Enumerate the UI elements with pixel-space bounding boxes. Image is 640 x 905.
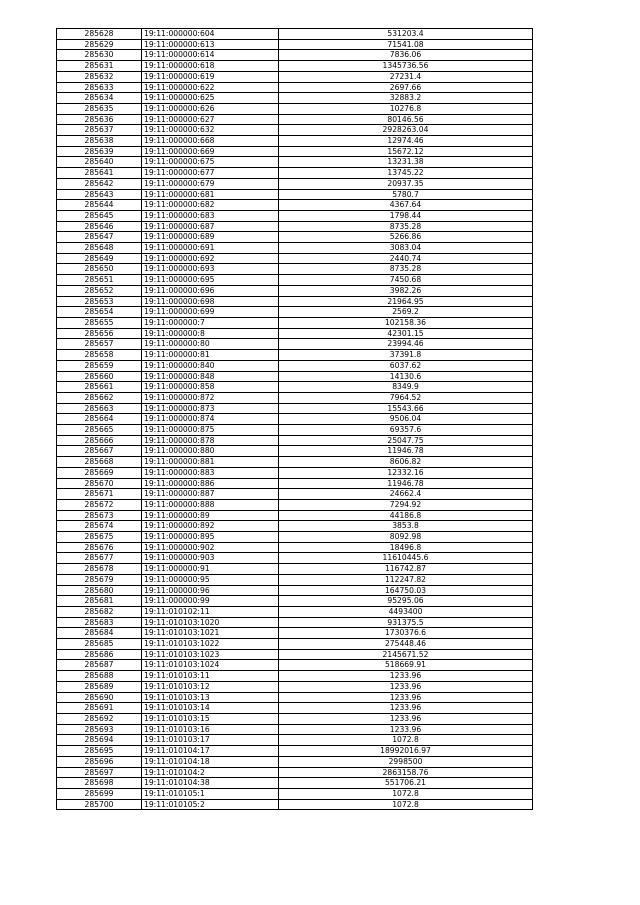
row-number-cell: 285679 xyxy=(57,574,142,585)
table-row xyxy=(57,339,533,350)
row-number-cell: 285682 xyxy=(57,606,142,617)
value-cell: 3982.26 xyxy=(279,285,533,296)
value-cell: 24662.4 xyxy=(279,489,533,500)
row-number-cell: 285647 xyxy=(57,232,142,243)
table-row xyxy=(57,382,533,393)
value-cell: 14130.6 xyxy=(279,371,533,382)
value-cell: 1072.8 xyxy=(279,788,533,799)
cadastral-number-cell: 19:11:000000:888 xyxy=(142,499,279,510)
value-cell: 71541.08 xyxy=(279,39,533,50)
value-cell: 8735.28 xyxy=(279,221,533,232)
value-cell: 112247.82 xyxy=(279,574,533,585)
value-cell: 1233.96 xyxy=(279,692,533,703)
table-row xyxy=(57,328,533,339)
row-number-cell: 285676 xyxy=(57,542,142,553)
row-number-cell: 285675 xyxy=(57,532,142,543)
row-number-cell: 285693 xyxy=(57,724,142,735)
table-row xyxy=(57,232,533,243)
table-row xyxy=(57,392,533,403)
value-cell: 1233.96 xyxy=(279,671,533,682)
row-number-cell: 285666 xyxy=(57,435,142,446)
cadastral-number-cell: 19:11:000000:7 xyxy=(142,317,279,328)
cadastral-number-cell: 19:11:000000:695 xyxy=(142,275,279,286)
table-body xyxy=(57,29,533,810)
row-number-cell: 285670 xyxy=(57,478,142,489)
row-number-cell: 285655 xyxy=(57,317,142,328)
table-row xyxy=(57,778,533,789)
value-cell: 25047.75 xyxy=(279,435,533,446)
table-row xyxy=(57,467,533,478)
table-row xyxy=(57,660,533,671)
table-row xyxy=(57,210,533,221)
row-number-cell: 285678 xyxy=(57,564,142,575)
cadastral-number-cell: 19:11:000000:626 xyxy=(142,103,279,114)
value-cell: 8092.98 xyxy=(279,532,533,543)
row-number-cell: 285662 xyxy=(57,392,142,403)
row-number-cell: 285700 xyxy=(57,799,142,810)
table-row xyxy=(57,221,533,232)
table-row xyxy=(57,61,533,72)
value-cell: 1233.96 xyxy=(279,714,533,725)
row-number-cell: 285667 xyxy=(57,446,142,457)
value-cell: 37391.8 xyxy=(279,350,533,361)
value-cell: 10276.8 xyxy=(279,103,533,114)
table-row xyxy=(57,103,533,114)
table-row xyxy=(57,157,533,168)
table-row xyxy=(57,360,533,371)
value-cell: 2145671.52 xyxy=(279,649,533,660)
row-number-cell: 285697 xyxy=(57,767,142,778)
row-number-cell: 285642 xyxy=(57,178,142,189)
cadastral-number-cell: 19:11:000000:881 xyxy=(142,457,279,468)
table-row xyxy=(57,307,533,318)
value-cell: 23994.46 xyxy=(279,339,533,350)
cadastral-number-cell: 19:11:000000:96 xyxy=(142,585,279,596)
value-cell: 11610445.6 xyxy=(279,553,533,564)
row-number-cell: 285643 xyxy=(57,189,142,200)
cadastral-number-cell: 19:11:000000:668 xyxy=(142,136,279,147)
cadastral-number-cell: 19:11:000000:840 xyxy=(142,360,279,371)
row-number-cell: 285634 xyxy=(57,93,142,104)
table-row xyxy=(57,521,533,532)
cadastral-number-cell: 19:11:010103:17 xyxy=(142,735,279,746)
row-number-cell: 285696 xyxy=(57,756,142,767)
row-number-cell: 285646 xyxy=(57,221,142,232)
value-cell: 4367.64 xyxy=(279,200,533,211)
row-number-cell: 285673 xyxy=(57,510,142,521)
table-row xyxy=(57,93,533,104)
table-row xyxy=(57,649,533,660)
cadastral-number-cell: 19:11:000000:903 xyxy=(142,553,279,564)
row-number-cell: 285648 xyxy=(57,243,142,254)
cadastral-number-cell: 19:11:000000:693 xyxy=(142,264,279,275)
table-row xyxy=(57,136,533,147)
table-row xyxy=(57,681,533,692)
table-row xyxy=(57,457,533,468)
data-table xyxy=(56,28,533,810)
value-cell: 2998500 xyxy=(279,756,533,767)
value-cell: 1233.96 xyxy=(279,724,533,735)
value-cell: 2697.66 xyxy=(279,82,533,93)
cadastral-number-cell: 19:11:010103:1023 xyxy=(142,649,279,660)
table-row xyxy=(57,724,533,735)
row-number-cell: 285691 xyxy=(57,703,142,714)
table-row xyxy=(57,350,533,361)
table-row xyxy=(57,746,533,757)
cadastral-number-cell: 19:11:000000:89 xyxy=(142,510,279,521)
value-cell: 1345736.56 xyxy=(279,61,533,72)
cadastral-number-cell: 19:11:010104:17 xyxy=(142,746,279,757)
table-row xyxy=(57,692,533,703)
cadastral-number-cell: 19:11:000000:80 xyxy=(142,339,279,350)
row-number-cell: 285684 xyxy=(57,628,142,639)
cadastral-number-cell: 19:11:010103:14 xyxy=(142,703,279,714)
row-number-cell: 285685 xyxy=(57,639,142,650)
table-row xyxy=(57,178,533,189)
table-row xyxy=(57,446,533,457)
cadastral-number-cell: 19:11:000000:618 xyxy=(142,61,279,72)
table-row xyxy=(57,489,533,500)
table-row xyxy=(57,553,533,564)
cadastral-number-cell: 19:11:000000:699 xyxy=(142,307,279,318)
row-number-cell: 285681 xyxy=(57,596,142,607)
row-number-cell: 285641 xyxy=(57,168,142,179)
row-number-cell: 285652 xyxy=(57,285,142,296)
value-cell: 95295.06 xyxy=(279,596,533,607)
document-page xyxy=(56,28,532,810)
table-row xyxy=(57,564,533,575)
table-row xyxy=(57,714,533,725)
cadastral-number-cell: 19:11:000000:8 xyxy=(142,328,279,339)
cadastral-number-cell: 19:11:000000:875 xyxy=(142,425,279,436)
cadastral-number-cell: 19:11:010103:15 xyxy=(142,714,279,725)
cadastral-number-cell: 19:11:000000:873 xyxy=(142,403,279,414)
row-number-cell: 285695 xyxy=(57,746,142,757)
value-cell: 2569.2 xyxy=(279,307,533,318)
row-number-cell: 285651 xyxy=(57,275,142,286)
value-cell: 32883.2 xyxy=(279,93,533,104)
table-row xyxy=(57,189,533,200)
table-row xyxy=(57,253,533,264)
table-row xyxy=(57,767,533,778)
table-row xyxy=(57,125,533,136)
cadastral-number-cell: 19:11:000000:874 xyxy=(142,414,279,425)
value-cell: 102158.36 xyxy=(279,317,533,328)
row-number-cell: 285644 xyxy=(57,200,142,211)
value-cell: 164750.03 xyxy=(279,585,533,596)
table-row xyxy=(57,478,533,489)
row-number-cell: 285688 xyxy=(57,671,142,682)
table-row xyxy=(57,403,533,414)
cadastral-number-cell: 19:11:000000:895 xyxy=(142,532,279,543)
row-number-cell: 285645 xyxy=(57,210,142,221)
row-number-cell: 285639 xyxy=(57,146,142,157)
cadastral-number-cell: 19:11:000000:604 xyxy=(142,29,279,40)
table-row xyxy=(57,574,533,585)
value-cell: 69357.6 xyxy=(279,425,533,436)
row-number-cell: 285669 xyxy=(57,467,142,478)
table-row xyxy=(57,264,533,275)
value-cell: 7964.52 xyxy=(279,392,533,403)
table-row xyxy=(57,317,533,328)
table-row xyxy=(57,29,533,40)
value-cell: 8349.9 xyxy=(279,382,533,393)
cadastral-number-cell: 19:11:000000:880 xyxy=(142,446,279,457)
cadastral-number-cell: 19:11:010105:2 xyxy=(142,799,279,810)
value-cell: 11946.78 xyxy=(279,478,533,489)
table-row xyxy=(57,542,533,553)
cadastral-number-cell: 19:11:000000:878 xyxy=(142,435,279,446)
cadastral-number-cell: 19:11:000000:627 xyxy=(142,114,279,125)
value-cell: 7294.92 xyxy=(279,499,533,510)
row-number-cell: 285629 xyxy=(57,39,142,50)
table-row xyxy=(57,628,533,639)
cadastral-number-cell: 19:11:000000:669 xyxy=(142,146,279,157)
table-row xyxy=(57,585,533,596)
cadastral-number-cell: 19:11:010103:16 xyxy=(142,724,279,735)
row-number-cell: 285653 xyxy=(57,296,142,307)
table-row xyxy=(57,168,533,179)
cadastral-number-cell: 19:11:000000:91 xyxy=(142,564,279,575)
row-number-cell: 285694 xyxy=(57,735,142,746)
value-cell: 5266.86 xyxy=(279,232,533,243)
value-cell: 518669.91 xyxy=(279,660,533,671)
table-row xyxy=(57,756,533,767)
cadastral-number-cell: 19:11:000000:632 xyxy=(142,125,279,136)
table-row xyxy=(57,146,533,157)
row-number-cell: 285657 xyxy=(57,339,142,350)
table-row xyxy=(57,606,533,617)
cadastral-number-cell: 19:11:010105:1 xyxy=(142,788,279,799)
row-number-cell: 285658 xyxy=(57,350,142,361)
cadastral-number-cell: 19:11:000000:681 xyxy=(142,189,279,200)
cadastral-number-cell: 19:11:000000:614 xyxy=(142,50,279,61)
cadastral-number-cell: 19:11:010103:13 xyxy=(142,692,279,703)
value-cell: 531203.4 xyxy=(279,29,533,40)
table-row xyxy=(57,414,533,425)
cadastral-number-cell: 19:11:000000:613 xyxy=(142,39,279,50)
cadastral-number-cell: 19:11:000000:687 xyxy=(142,221,279,232)
cadastral-number-cell: 19:11:000000:619 xyxy=(142,71,279,82)
value-cell: 1233.96 xyxy=(279,703,533,714)
row-number-cell: 285628 xyxy=(57,29,142,40)
table-row xyxy=(57,200,533,211)
cadastral-number-cell: 19:11:000000:692 xyxy=(142,253,279,264)
cadastral-number-cell: 19:11:010103:12 xyxy=(142,681,279,692)
row-number-cell: 285630 xyxy=(57,50,142,61)
row-number-cell: 285680 xyxy=(57,585,142,596)
row-number-cell: 285689 xyxy=(57,681,142,692)
row-number-cell: 285668 xyxy=(57,457,142,468)
cadastral-number-cell: 19:11:000000:848 xyxy=(142,371,279,382)
table-row xyxy=(57,285,533,296)
table-row xyxy=(57,499,533,510)
table-row xyxy=(57,39,533,50)
table-row xyxy=(57,510,533,521)
table-row xyxy=(57,617,533,628)
value-cell: 11946.78 xyxy=(279,446,533,457)
row-number-cell: 285677 xyxy=(57,553,142,564)
value-cell: 2440.74 xyxy=(279,253,533,264)
value-cell: 27231.4 xyxy=(279,71,533,82)
cadastral-number-cell: 19:11:000000:887 xyxy=(142,489,279,500)
row-number-cell: 285654 xyxy=(57,307,142,318)
table-row xyxy=(57,114,533,125)
value-cell: 275448.46 xyxy=(279,639,533,650)
value-cell: 7450.68 xyxy=(279,275,533,286)
cadastral-number-cell: 19:11:000000:683 xyxy=(142,210,279,221)
cadastral-number-cell: 19:11:000000:872 xyxy=(142,392,279,403)
cadastral-number-cell: 19:11:000000:679 xyxy=(142,178,279,189)
cadastral-number-cell: 19:11:000000:886 xyxy=(142,478,279,489)
cadastral-number-cell: 19:11:000000:902 xyxy=(142,542,279,553)
cadastral-number-cell: 19:11:000000:883 xyxy=(142,467,279,478)
value-cell: 1072.8 xyxy=(279,735,533,746)
cadastral-number-cell: 19:11:000000:81 xyxy=(142,350,279,361)
row-number-cell: 285637 xyxy=(57,125,142,136)
value-cell: 12974.46 xyxy=(279,136,533,147)
row-number-cell: 285635 xyxy=(57,103,142,114)
row-number-cell: 285687 xyxy=(57,660,142,671)
table-row xyxy=(57,671,533,682)
table-row xyxy=(57,275,533,286)
row-number-cell: 285649 xyxy=(57,253,142,264)
value-cell: 3853.8 xyxy=(279,521,533,532)
row-number-cell: 285660 xyxy=(57,371,142,382)
value-cell: 2928263.04 xyxy=(279,125,533,136)
row-number-cell: 285690 xyxy=(57,692,142,703)
table-row xyxy=(57,50,533,61)
row-number-cell: 285656 xyxy=(57,328,142,339)
table-row xyxy=(57,735,533,746)
cadastral-number-cell: 19:11:010102:11 xyxy=(142,606,279,617)
cadastral-number-cell: 19:11:000000:625 xyxy=(142,93,279,104)
row-number-cell: 285698 xyxy=(57,778,142,789)
table-row xyxy=(57,371,533,382)
table-row xyxy=(57,425,533,436)
table-row xyxy=(57,243,533,254)
row-number-cell: 285650 xyxy=(57,264,142,275)
value-cell: 8606.82 xyxy=(279,457,533,468)
table-row xyxy=(57,435,533,446)
row-number-cell: 285632 xyxy=(57,71,142,82)
value-cell: 21964.95 xyxy=(279,296,533,307)
row-number-cell: 285636 xyxy=(57,114,142,125)
cadastral-number-cell: 19:11:000000:691 xyxy=(142,243,279,254)
cadastral-number-cell: 19:11:000000:689 xyxy=(142,232,279,243)
table-row xyxy=(57,532,533,543)
value-cell: 116742.87 xyxy=(279,564,533,575)
value-cell: 44186.8 xyxy=(279,510,533,521)
table-row xyxy=(57,296,533,307)
cadastral-number-cell: 19:11:000000:675 xyxy=(142,157,279,168)
row-number-cell: 285663 xyxy=(57,403,142,414)
cadastral-number-cell: 19:11:000000:682 xyxy=(142,200,279,211)
value-cell: 551706.21 xyxy=(279,778,533,789)
table-row xyxy=(57,639,533,650)
table-row xyxy=(57,71,533,82)
value-cell: 15543.66 xyxy=(279,403,533,414)
value-cell: 1072.8 xyxy=(279,799,533,810)
value-cell: 20937.35 xyxy=(279,178,533,189)
value-cell: 1730376.6 xyxy=(279,628,533,639)
value-cell: 931375.5 xyxy=(279,617,533,628)
cadastral-number-cell: 19:11:000000:696 xyxy=(142,285,279,296)
row-number-cell: 285638 xyxy=(57,136,142,147)
table-row xyxy=(57,596,533,607)
value-cell: 13745.22 xyxy=(279,168,533,179)
cadastral-number-cell: 19:11:010103:1022 xyxy=(142,639,279,650)
value-cell: 5780.7 xyxy=(279,189,533,200)
cadastral-number-cell: 19:11:010103:1024 xyxy=(142,660,279,671)
value-cell: 4493400 xyxy=(279,606,533,617)
cadastral-number-cell: 19:11:000000:95 xyxy=(142,574,279,585)
cadastral-number-cell: 19:11:010104:2 xyxy=(142,767,279,778)
value-cell: 1798.44 xyxy=(279,210,533,221)
value-cell: 15672.12 xyxy=(279,146,533,157)
value-cell: 13231.38 xyxy=(279,157,533,168)
cadastral-number-cell: 19:11:010104:38 xyxy=(142,778,279,789)
table-row xyxy=(57,82,533,93)
value-cell: 3083.04 xyxy=(279,243,533,254)
cadastral-number-cell: 19:11:010104:18 xyxy=(142,756,279,767)
value-cell: 8735.28 xyxy=(279,264,533,275)
row-number-cell: 285686 xyxy=(57,649,142,660)
row-number-cell: 285683 xyxy=(57,617,142,628)
table-row xyxy=(57,703,533,714)
cadastral-number-cell: 19:11:000000:99 xyxy=(142,596,279,607)
cadastral-number-cell: 19:11:000000:858 xyxy=(142,382,279,393)
row-number-cell: 285674 xyxy=(57,521,142,532)
value-cell: 42301.15 xyxy=(279,328,533,339)
value-cell: 9506.04 xyxy=(279,414,533,425)
row-number-cell: 285633 xyxy=(57,82,142,93)
value-cell: 80146.56 xyxy=(279,114,533,125)
value-cell: 1233.96 xyxy=(279,681,533,692)
row-number-cell: 285699 xyxy=(57,788,142,799)
table-row xyxy=(57,788,533,799)
row-number-cell: 285692 xyxy=(57,714,142,725)
cadastral-number-cell: 19:11:000000:622 xyxy=(142,82,279,93)
row-number-cell: 285665 xyxy=(57,425,142,436)
cadastral-number-cell: 19:11:000000:698 xyxy=(142,296,279,307)
row-number-cell: 285671 xyxy=(57,489,142,500)
cadastral-number-cell: 19:11:010103:11 xyxy=(142,671,279,682)
row-number-cell: 285661 xyxy=(57,382,142,393)
value-cell: 2863158.76 xyxy=(279,767,533,778)
cadastral-number-cell: 19:11:000000:677 xyxy=(142,168,279,179)
row-number-cell: 285659 xyxy=(57,360,142,371)
cadastral-number-cell: 19:11:010103:1020 xyxy=(142,617,279,628)
value-cell: 7836.06 xyxy=(279,50,533,61)
value-cell: 18496.8 xyxy=(279,542,533,553)
table-row xyxy=(57,799,533,810)
cadastral-number-cell: 19:11:010103:1021 xyxy=(142,628,279,639)
row-number-cell: 285672 xyxy=(57,499,142,510)
cadastral-number-cell: 19:11:000000:892 xyxy=(142,521,279,532)
row-number-cell: 285664 xyxy=(57,414,142,425)
row-number-cell: 285631 xyxy=(57,61,142,72)
value-cell: 12332.16 xyxy=(279,467,533,478)
value-cell: 6037.62 xyxy=(279,360,533,371)
row-number-cell: 285640 xyxy=(57,157,142,168)
value-cell: 18992016.97 xyxy=(279,746,533,757)
